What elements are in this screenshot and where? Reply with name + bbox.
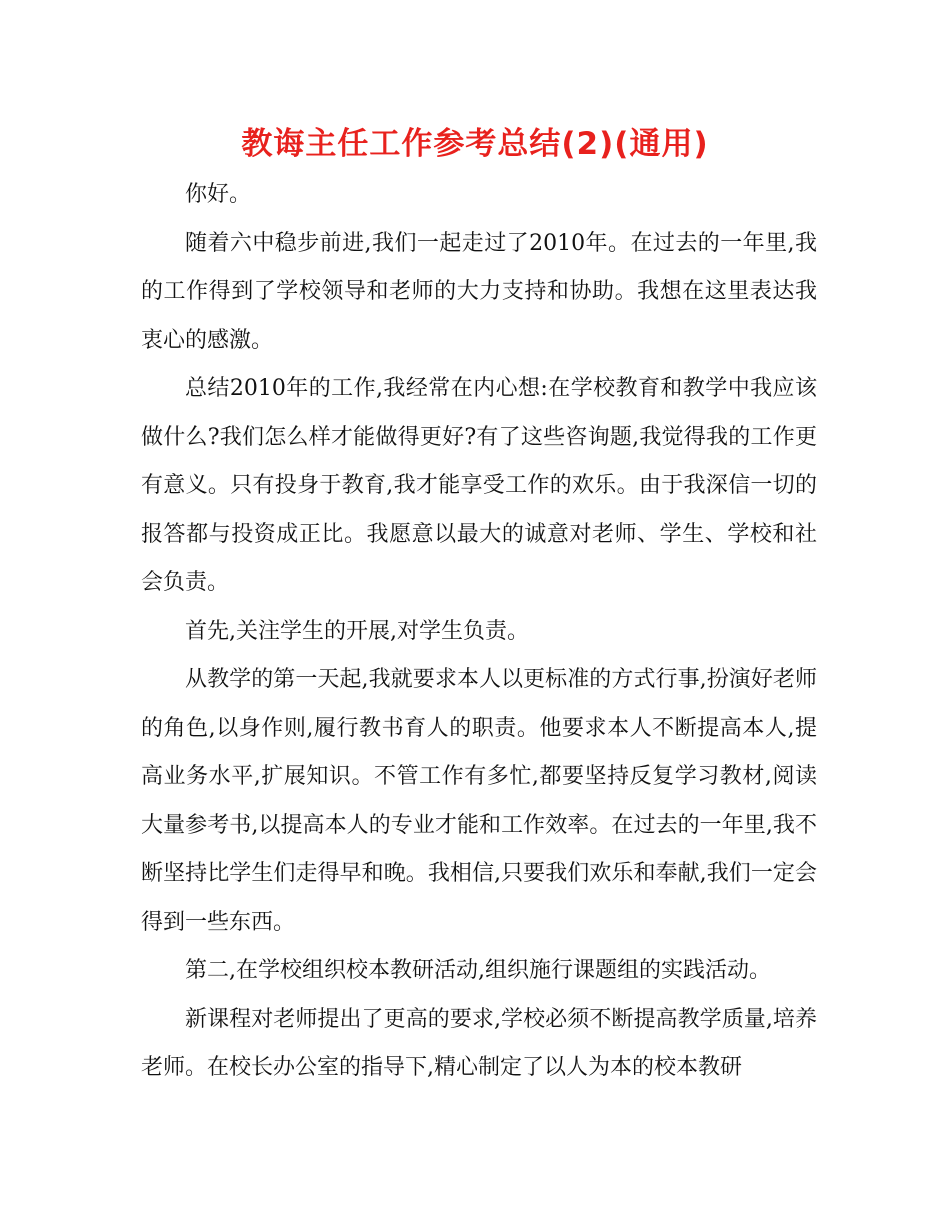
paragraph-second-heading: 第二,在学校组织校本教研活动,组织施行课题组的实践活动。 [185, 958, 771, 983]
document-title: 教诲主任工作参考总结(2)(通用) [241, 126, 709, 162]
paragraph-first-heading: 首先,关注学生的开展,对学生负责。 [185, 618, 529, 644]
paragraph-summary: 总结2010年的工作,我经常在内心想:在学校教育和教学中我应该做什么?我们怎么样才能做得更好?有了这些咨询题,我觉得我的工作更有意义。只有投身于教育,我才能享受工作的欢乐。由于我深信一切的报答都与投资成正比。我愿意以最大的诚意对老师、学生、学校和社会负责。 [141, 376, 817, 595]
paragraph-second-content: 新课程对老师提出了更高的要求,学校必须不断提高教学质量,培养老师。在校长办公室的指导下,精心制定了以人为本的校本教研 [141, 1006, 817, 1080]
document-body [141, 171, 817, 1093]
paragraph-intro: 随着六中稳步前进,我们一起走过了2010年。在过去的一年里,我的工作得到了学校领导和老师的大力支持和协助。我想在这里表达我衷心的感激。 [141, 230, 817, 353]
paragraph-greeting: 你好。 [185, 182, 252, 207]
paragraph-first-content: 从教学的第一天起,我就要求本人以更标准的方式行事,扮演好老师的角色,以身作则,履行教书育人的职责。他要求本人不断提高本人,提高业务水平,扩展知识。不管工作有多忙,都要坚持反复学习教材,阅读大量参考书,以提高本人的专业才能和工作效率。在过去的一年里,我不断坚持比学生们走得早和晚。我相信,只要我们欢乐和奉献,我们一定会得到一些东西。 [141, 667, 817, 935]
